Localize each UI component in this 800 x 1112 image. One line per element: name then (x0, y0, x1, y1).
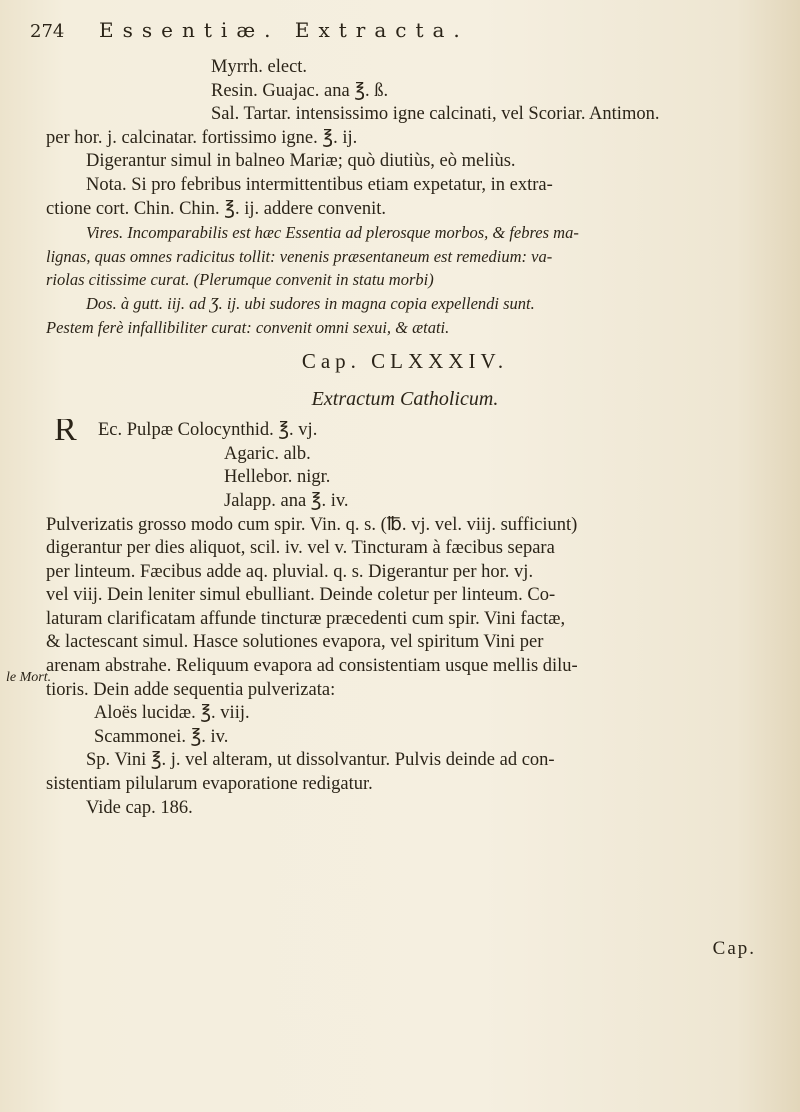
text-line: per hor. j. calcinatar. fortissimo igne. ℥. ij. (46, 127, 358, 148)
text-line: sistentiam pilularum evaporatione redigatur. (46, 774, 373, 795)
text-line: laturam clarificatam affunde tincturæ præcedenti cum spir. Vini factæ, (46, 608, 566, 629)
text-line: tioris. Dein adde sequentia pulverizata: (46, 679, 336, 700)
text-line: Resin. Guajac. ana ℥. ß. (211, 80, 389, 101)
recipe-line: Hellebor. nigr. (224, 467, 331, 488)
text-line: Sal. Tartar. intensissimo igne calcinati, vel Scoriar. Antimon. (211, 104, 660, 125)
text-line: & lactescant simul. Hasce solutiones evapora, vel spiritum Vini per (46, 632, 544, 653)
text-line: Vires. Incomparabilis est hæc Essentia ad plerosque morbos, & febres ma- (86, 223, 579, 243)
text-line: Dos. à gutt. iij. ad Ʒ. ij. ubi sudores in magna copia expellendi sunt. (86, 293, 535, 313)
margin-note: le Mort. (6, 670, 52, 685)
chapter-title: Cap. CLXXXIV. (301, 349, 509, 374)
text-line: ctione cort. Chin. Chin. ℥. ij. addere convenit. (46, 198, 387, 219)
recipe-first-line (46, 419, 764, 443)
cross-reference: Vide cap. 186. (86, 797, 193, 818)
chapter-subtitle: Extractum Catholicum. (311, 388, 499, 411)
recipe-line: Agaric. alb. (224, 443, 311, 464)
running-title: Essentiæ. Extracta. (99, 18, 469, 42)
recipe-symbol: R (54, 419, 77, 443)
text-line: Pulverizatis grosso modo cum spir. Vin. q. s. (℔. vj. vel. viij. sufficiunt) (46, 514, 578, 535)
recipe-line: Jalapp. ana ℥. iv. (224, 490, 349, 511)
catchword: Cap. (712, 938, 756, 959)
text-line: vel viij. Dein leniter simul ebulliant. Deinde coletur per linteum. Co- (46, 585, 556, 606)
page-number: 274 (30, 21, 65, 42)
running-header (30, 18, 740, 42)
text-line: per linteum. Fæcibus adde aq. pluvial. q. s. Digerantur per hor. vj. (46, 561, 534, 582)
text-line: riolas citissime curat. (Plerumque convenit in statu morbi) (46, 270, 434, 290)
text-line: Pestem ferè infallibiliter curat: convenit omni sexui, & ætati. (46, 317, 450, 337)
text-line: Nota. Si pro febribus intermittentibus etiam expetatur, in extra- (86, 174, 553, 195)
ingredient-line: Scammonei. ℥. iv. (94, 726, 229, 747)
text-line: Myrrh. elect. (211, 57, 308, 77)
text-line: digerantur per dies aliquot, scil. iv. vel v. Tincturam à fæcibus separa (46, 538, 555, 559)
text-line: lignas, quas omnes radicitus tollit: venenis præsentaneum est remedium: va- (46, 246, 553, 266)
text-line: Digerantur simul in balneo Mariæ; quò diutiùs, eò meliùs. (86, 151, 516, 172)
text-block (46, 56, 764, 820)
text-line: Sp. Vini ℥. j. vel alteram, ut dissolvantur. Pulvis deinde ad con- (86, 750, 555, 771)
text-line: arenam abstrahe. Reliquum evapora ad consistentiam usque mellis dilu- (46, 656, 578, 677)
recipe-first-text: Ec. Pulpæ Colocynthid. ℥. vj. (98, 420, 318, 441)
ingredient-line: Aloës lucidæ. ℥. viij. (94, 703, 250, 724)
